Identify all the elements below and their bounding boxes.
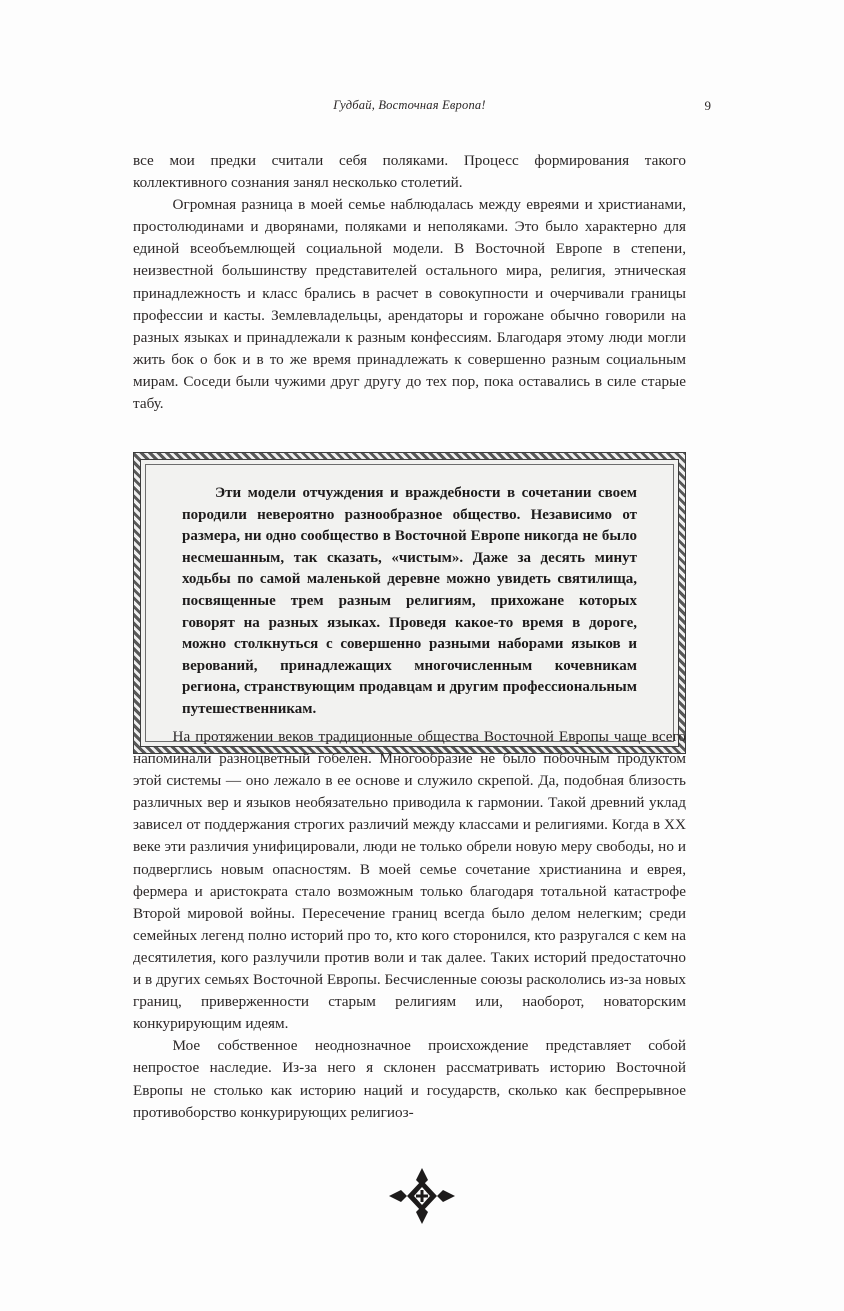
body-text-bottom: [133, 726, 686, 1124]
pull-quote-box: [133, 452, 686, 754]
paragraph: Мое собственное неоднозначное происхождение представляет собой непростое наследие. Из-за него я склонен рассматривать историю Восточной Европы не столько как историю наций и государств, сколько как беспрерывное противоборство конкурирующих религиоз-: [133, 1037, 686, 1121]
pull-quote-body: [145, 464, 674, 742]
diamond-cross-icon: [387, 1166, 457, 1226]
body-text-top: [133, 150, 686, 415]
paragraph: На протяжении веков традиционные общества Восточной Европы чаще всего напоминали разноцветный гобелен. Многообразие не было побочным продуктом этой системы — оно лежало в ее основе и служило скрепой. Да, подобная близость различных вер и языков необязательно приводила к гармонии. Такой древний уклад зависел от поддержания строгих различий между классами и религиями. Когда в XX веке эти различия унифицировали, люди не только обрели новую меру свободы, но и подверглись новым опасностям. В моей семье сочетание христианина и еврея, фермера и аристократа стало возможным только благодаря тотальной катастрофе Второй мировой войны. Пересечение границ всегда было делом нелегким; среди семейных легенд полно историй про то, кто кого сторонился, кто разругался с кем на десятилетия, кого разлучили против воли и так далее. Таких историй предостаточно и в других семьях Восточной Европы. Бесчисленные союзы раскололись из-за новых границ, приверженности старым религиям или, наоборот, новаторским конкурирующим идеям.: [133, 728, 686, 1033]
running-head: [133, 98, 686, 116]
page-number: 9: [704, 98, 711, 113]
paragraph: Огромная разница в моей семье наблюдалась между евреями и христианами, простолюдинами и дворянами, поляками и неполяками. Это было характерно для единой всеобъемлющей социальной модели. В Восточной Европе в степени, неизвестной большинству представителей остального мира, религия, этническая принадлежность и класс брались в расчет в совокупности и очерчивали границы профессии и касты. Землевладельцы, арендаторы и горожане обычно говорили на разных языках и принадлежали к разным конфессиям. Благодаря этому люди могли жить бок о бок и в то же время принадлежать к совершенно разным социальным мирам. Соседи были чужими друг другу до тех пор, пока оставались в силе старые табу.: [133, 196, 686, 413]
pull-quote-frame: [140, 459, 679, 747]
running-head-title: Гудбай, Восточная Европа!: [333, 98, 486, 112]
paragraph: все мои предки считали себя поляками. Процесс формирования такого коллективного сознания занял несколько столетий.: [133, 152, 686, 192]
ornament: [0, 1166, 844, 1226]
pull-quote-text: Эти модели отчуждения и враждебности в сочетании своем породили невероятно разнообразное общество. Независимо от размера, ни одно сообщество в Восточной Европе никогда не было несмешанным, так сказать, «чистым». Даже за десять минут ходьбы по самой маленькой деревне можно увидеть святилища, посвященные трем разным религиям, прихожане которых говорят на разных языках. Проведя какое-то время в дороге, можно столкнуться с совершенно разными наборами языков и верований, принадлежащих многочисленным кочевникам региона, странствующим продавцам и другим профессиональным путешественникам.: [182, 485, 637, 717]
